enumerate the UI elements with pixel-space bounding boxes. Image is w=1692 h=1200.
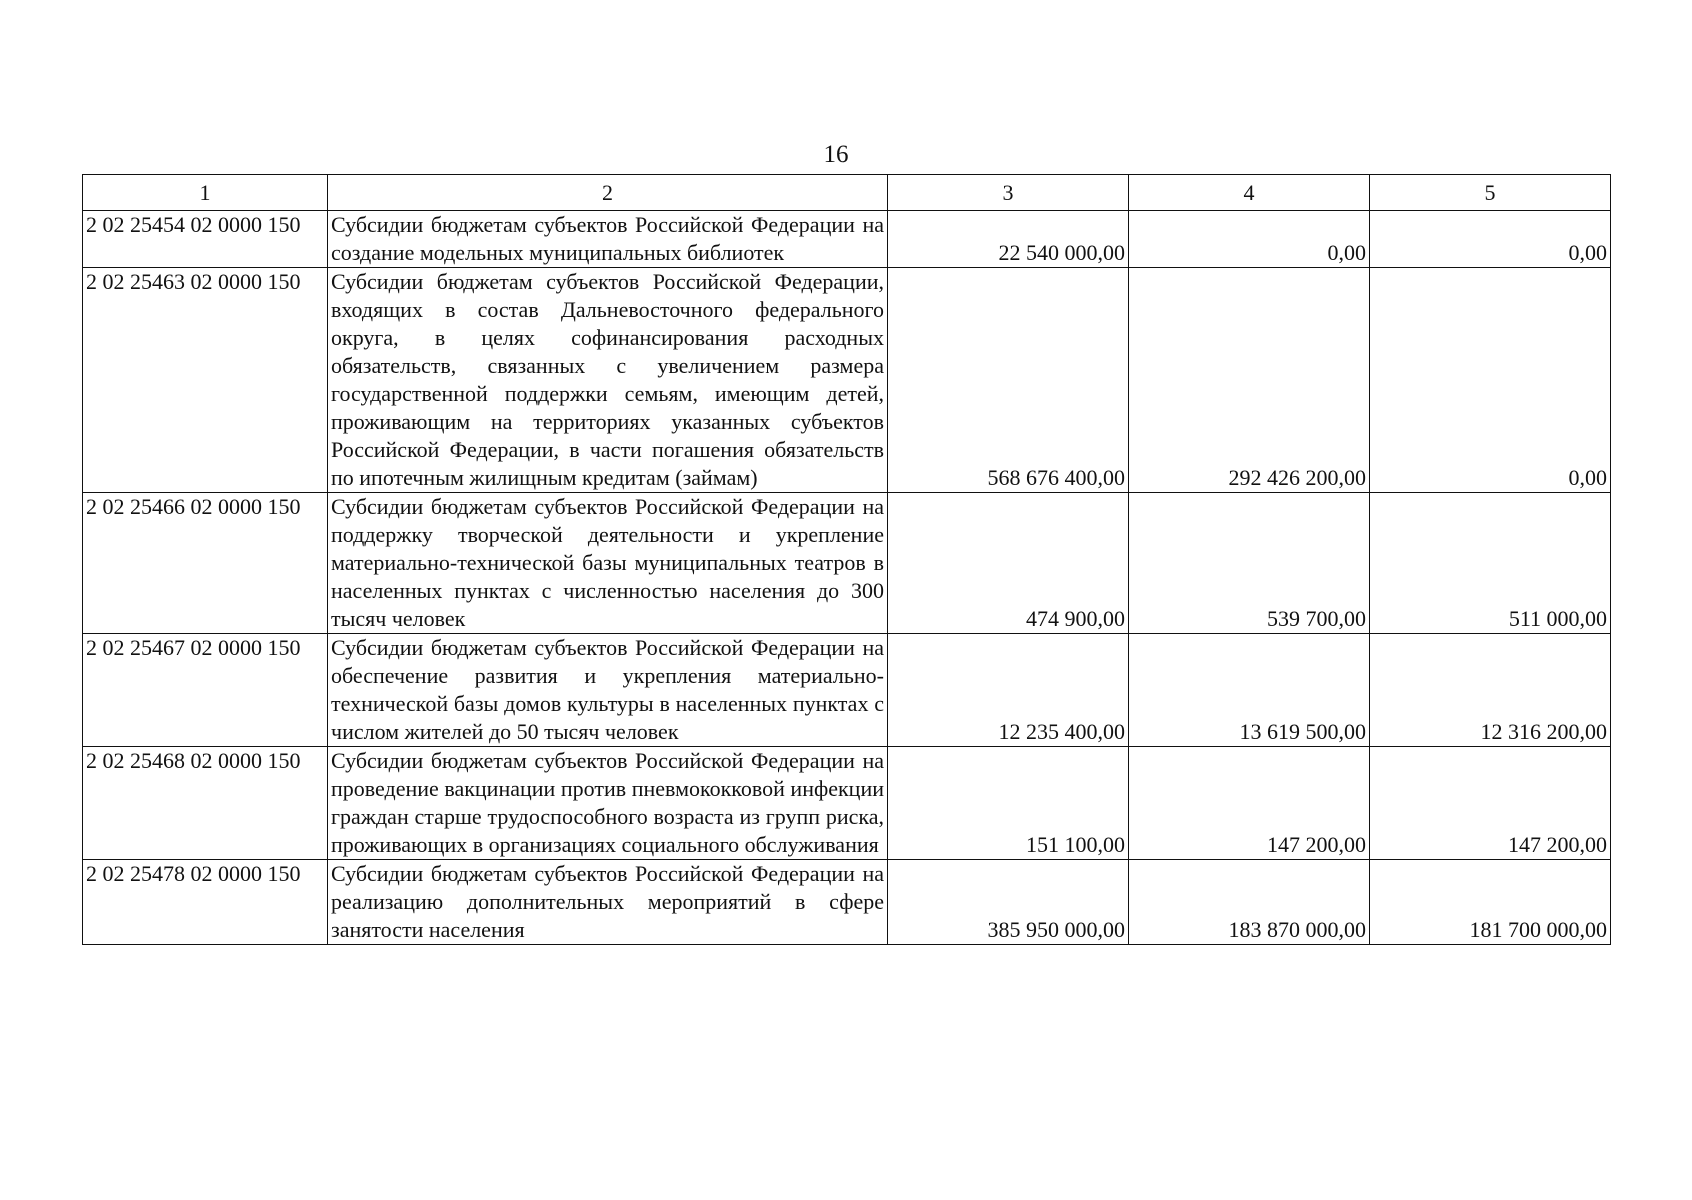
row-description: Субсидии бюджетам субъектов Российской Федерации на реализацию дополнительных мероприятий в сфере занятости населения [328, 860, 888, 945]
row-amount-col3: 385 950 000,00 [888, 860, 1129, 945]
row-amount-col5: 181 700 000,00 [1370, 860, 1611, 945]
row-code: 2 02 25466 02 0000 150 [83, 493, 328, 634]
header-cell-5: 5 [1370, 175, 1611, 211]
row-amount-col4: 183 870 000,00 [1129, 860, 1370, 945]
table-row [83, 211, 1611, 268]
row-code: 2 02 25478 02 0000 150 [83, 860, 328, 945]
table-row [83, 860, 1611, 945]
row-description: Субсидии бюджетам субъектов Российской Федерации на проведение вакцинации против пневмококковой инфекции граждан старше трудоспособного возраста из групп риска, проживающих в организациях социального обслуживания [328, 747, 888, 860]
header-cell-1: 1 [83, 175, 328, 211]
row-amount-col3: 22 540 000,00 [888, 211, 1129, 268]
row-amount-col4: 13 619 500,00 [1129, 634, 1370, 747]
table-header-row [83, 175, 1611, 211]
row-description: Субсидии бюджетам субъектов Российской Федерации, входящих в состав Дальневосточного федерального округа, в целях софинансирования расходных обязательств, связанных с увеличением размера государственной поддержки семьям, имеющим детей, проживающим на территориях указанных субъектов Российской Федерации, в части погашения обязательств по ипотечным жилищным кредитам (займам) [328, 268, 888, 493]
row-amount-col5: 0,00 [1370, 268, 1611, 493]
header-cell-3: 3 [888, 175, 1129, 211]
row-code: 2 02 25463 02 0000 150 [83, 268, 328, 493]
row-amount-col5: 147 200,00 [1370, 747, 1611, 860]
row-code: 2 02 25467 02 0000 150 [83, 634, 328, 747]
row-description: Субсидии бюджетам субъектов Российской Федерации на поддержку творческой деятельности и укрепление материально-технической базы муниципальных театров в населенных пунктах с численностью населения до 300 тысяч человек [328, 493, 888, 634]
table-row [83, 747, 1611, 860]
row-description: Субсидии бюджетам субъектов Российской Федерации на создание модельных муниципальных библиотек [328, 211, 888, 268]
row-amount-col5: 12 316 200,00 [1370, 634, 1611, 747]
header-cell-2: 2 [328, 175, 888, 211]
page-number: 16 [823, 141, 849, 168]
row-description: Субсидии бюджетам субъектов Российской Федерации на обеспечение развития и укрепления материально-технической базы домов культуры в населенных пунктах с числом жителей до 50 тысяч человек [328, 634, 888, 747]
row-amount-col4: 0,00 [1129, 211, 1370, 268]
row-amount-col4: 147 200,00 [1129, 747, 1370, 860]
header-cell-4: 4 [1129, 175, 1370, 211]
row-amount-col3: 474 900,00 [888, 493, 1129, 634]
row-amount-col5: 511 000,00 [1370, 493, 1611, 634]
row-amount-col3: 12 235 400,00 [888, 634, 1129, 747]
row-amount-col3: 568 676 400,00 [888, 268, 1129, 493]
revenue-table [82, 174, 1611, 945]
row-amount-col4: 292 426 200,00 [1129, 268, 1370, 493]
table-row [83, 634, 1611, 747]
table-row [83, 268, 1611, 493]
row-amount-col3: 151 100,00 [888, 747, 1129, 860]
row-amount-col4: 539 700,00 [1129, 493, 1370, 634]
table-row [83, 493, 1611, 634]
row-amount-col5: 0,00 [1370, 211, 1611, 268]
row-code: 2 02 25468 02 0000 150 [83, 747, 328, 860]
row-code: 2 02 25454 02 0000 150 [83, 211, 328, 268]
